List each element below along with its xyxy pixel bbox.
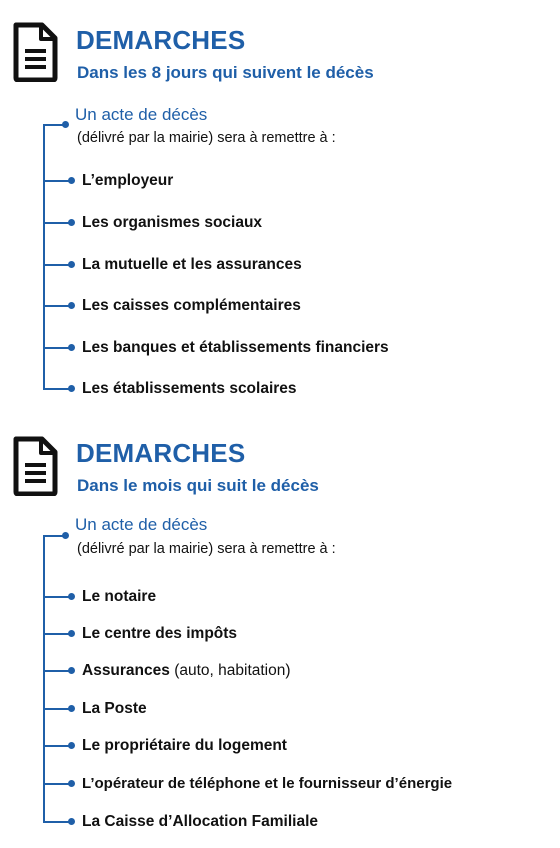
list-item-label: La Caisse d’Allocation Familiale — [82, 813, 319, 830]
list-item-label: Les organismes sociaux — [82, 214, 263, 231]
list-item-label: La mutuelle et les assurances — [82, 256, 302, 273]
document-icon — [12, 436, 58, 496]
list-item-label: La Poste — [82, 700, 147, 717]
section-title: DEMARCHES — [76, 25, 246, 55]
bullet-dot — [62, 532, 69, 539]
list-item-label: Les banques et établissements financiers — [82, 339, 389, 356]
section-subtitle: Dans le mois qui suit le décès — [77, 476, 319, 495]
list-item-label: L’opérateur de téléphone et le fournisseur d’énergie — [82, 775, 453, 792]
section-title: DEMARCHES — [76, 438, 246, 468]
list-item-label: Le propriétaire du logement — [82, 737, 287, 754]
intro-heading: Un acte de décès — [75, 515, 208, 534]
section-subtitle: Dans les 8 jours qui suivent le décès — [77, 63, 374, 82]
list-item-label: Le centre des impôts — [82, 625, 238, 642]
list-item-label: L’employeur — [82, 172, 174, 189]
tree-line — [43, 535, 45, 821]
intro-text: (délivré par la mairie) sera à remettre à : — [77, 541, 336, 557]
intro-text: (délivré par la mairie) sera à remettre à : — [77, 130, 336, 146]
list-item-label: Les établissements scolaires — [82, 380, 297, 397]
list-item-label: Assurances — [82, 662, 170, 679]
list-item-label: Le notaire — [82, 588, 157, 605]
intro-heading: Un acte de décès — [75, 105, 208, 124]
list-item-label: Les caisses complémentaires — [82, 297, 301, 314]
list-item-detail: (auto, habitation) — [169, 662, 291, 679]
